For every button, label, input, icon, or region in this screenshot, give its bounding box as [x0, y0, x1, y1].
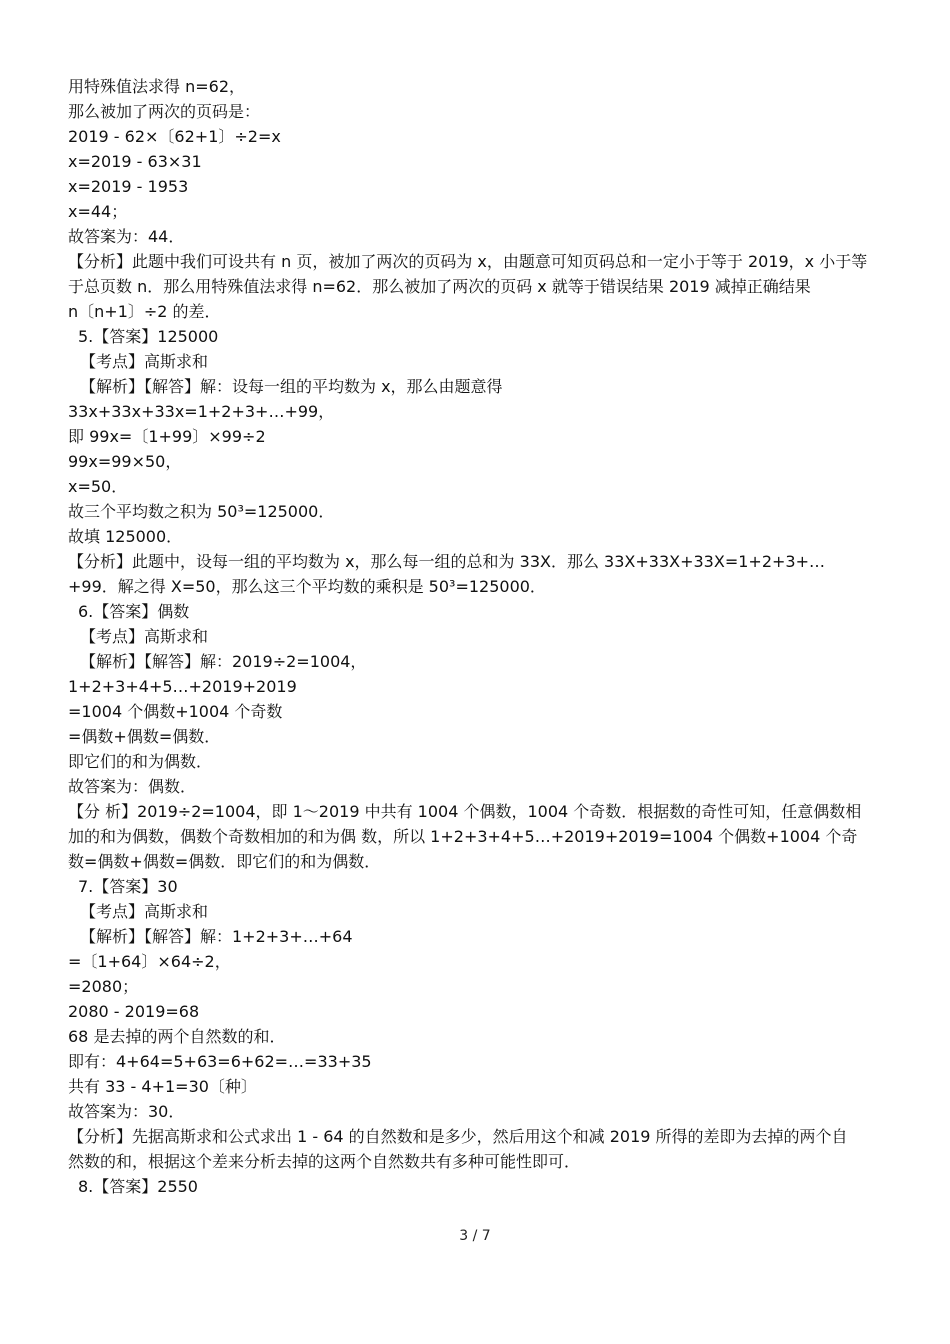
analysis-line: 数=偶数+偶数=偶数．即它们的和为偶数．	[68, 852, 381, 871]
analysis-line: 于总页数 n．那么用特殊值法求得 n=62．那么被加了两次的页码 x 就等于错误结果 2019 减掉正确结果	[68, 277, 811, 296]
text-line: =1004 个偶数+1004 个奇数	[68, 702, 283, 721]
text-line: 即 99x=〔1+99〕×99÷2	[68, 427, 266, 446]
analysis-line: 【分析】先据高斯求和公式求出 1 - 64 的自然数和是多少，然后用这个和减 2019 所得的差即为去掉的两个自	[68, 1127, 848, 1146]
knowledge-point-label: 【考点】高斯求和	[80, 352, 209, 371]
text-line: x=50．	[68, 477, 128, 496]
text-line: 故答案为：30．	[68, 1102, 185, 1121]
analysis-line: +99．解之得 X=50，那么这三个平均数的乘积是 50³=125000．	[68, 577, 546, 596]
text-line: 68 是去掉的两个自然数的和．	[68, 1027, 286, 1046]
text-line: 共有 33 - 4+1=30〔种〕	[68, 1077, 257, 1096]
text-line: x=2019 - 1953	[68, 177, 189, 196]
text-line: =〔1+64〕×64÷2，	[68, 952, 231, 971]
text-line: x=44；	[68, 202, 128, 221]
text-line: 用特殊值法求得 n=62，	[68, 77, 245, 96]
text-line: 99x=99×50，	[68, 452, 182, 471]
text-line: 故答案为：偶数．	[68, 777, 197, 796]
document-body	[68, 74, 884, 1199]
analysis-line: 【分析】此题中我们可设共有 n 页，被加了两次的页码为 x，由题意可知页码总和一定小于等于 2019，x 小于等	[68, 252, 868, 271]
text-line: 33x+33x+33x=1+2+3+…+99，	[68, 402, 335, 421]
page-number: 3 / 7	[459, 1228, 491, 1244]
text-line: x=2019 - 63×31	[68, 152, 202, 171]
answer-heading-8: 8.【答案】2550	[78, 1177, 198, 1196]
text-line: 那么被加了两次的页码是：	[68, 102, 261, 121]
answer-heading-7: 7.【答案】30	[78, 877, 178, 896]
analysis-line: 加的和为偶数，偶数个奇数相加的和为偶 数，所以 1+2+3+4+5…+2019+2019=1004 个偶数+1004 个奇	[68, 827, 858, 846]
text-line: 故填 125000．	[68, 527, 183, 546]
text-line: 2019 - 62×〔62+1〕÷2=x	[68, 127, 281, 146]
text-line: =2080；	[68, 977, 139, 996]
solution-label: 【解析】【解答】解：设每一组的平均数为 x，那么由题意得	[80, 377, 503, 396]
analysis-line: 然数的和，根据这个差来分析去掉的这两个自然数共有多种可能性即可．	[68, 1152, 581, 1171]
answer-heading-5: 5.【答案】125000	[78, 327, 219, 346]
text-line: =偶数+偶数=偶数．	[68, 727, 221, 746]
knowledge-point-label: 【考点】高斯求和	[80, 627, 209, 646]
knowledge-point-label: 【考点】高斯求和	[80, 902, 209, 921]
text-line: 即有：4+64=5+63=6+62=…=33+35	[68, 1052, 372, 1071]
solution-label: 【解析】【解答】解：1+2+3+…+64	[80, 927, 353, 946]
text-line: 故答案为：44．	[68, 227, 185, 246]
text-line: 2080 - 2019=68	[68, 1002, 200, 1021]
analysis-line: 【分析】此题中，设每一组的平均数为 x，那么每一组的总和为 33X．那么 33X+33X+33X=1+2+3+…	[68, 552, 825, 571]
text-line: 故三个平均数之积为 50³=125000．	[68, 502, 335, 521]
answer-heading-6: 6.【答案】偶数	[78, 602, 190, 621]
analysis-line: n〔n+1〕÷2 的差．	[68, 302, 221, 321]
text-line: 即它们的和为偶数．	[68, 752, 213, 771]
analysis-line: 【分 析】2019÷2=1004，即 1～2019 中共有 1004 个偶数，1004 个奇数．根据数的奇性可知，任意偶数相	[68, 802, 862, 821]
text-line: 1+2+3+4+5…+2019+2019	[68, 677, 297, 696]
solution-label: 【解析】【解答】解：2019÷2=1004，	[80, 652, 367, 671]
